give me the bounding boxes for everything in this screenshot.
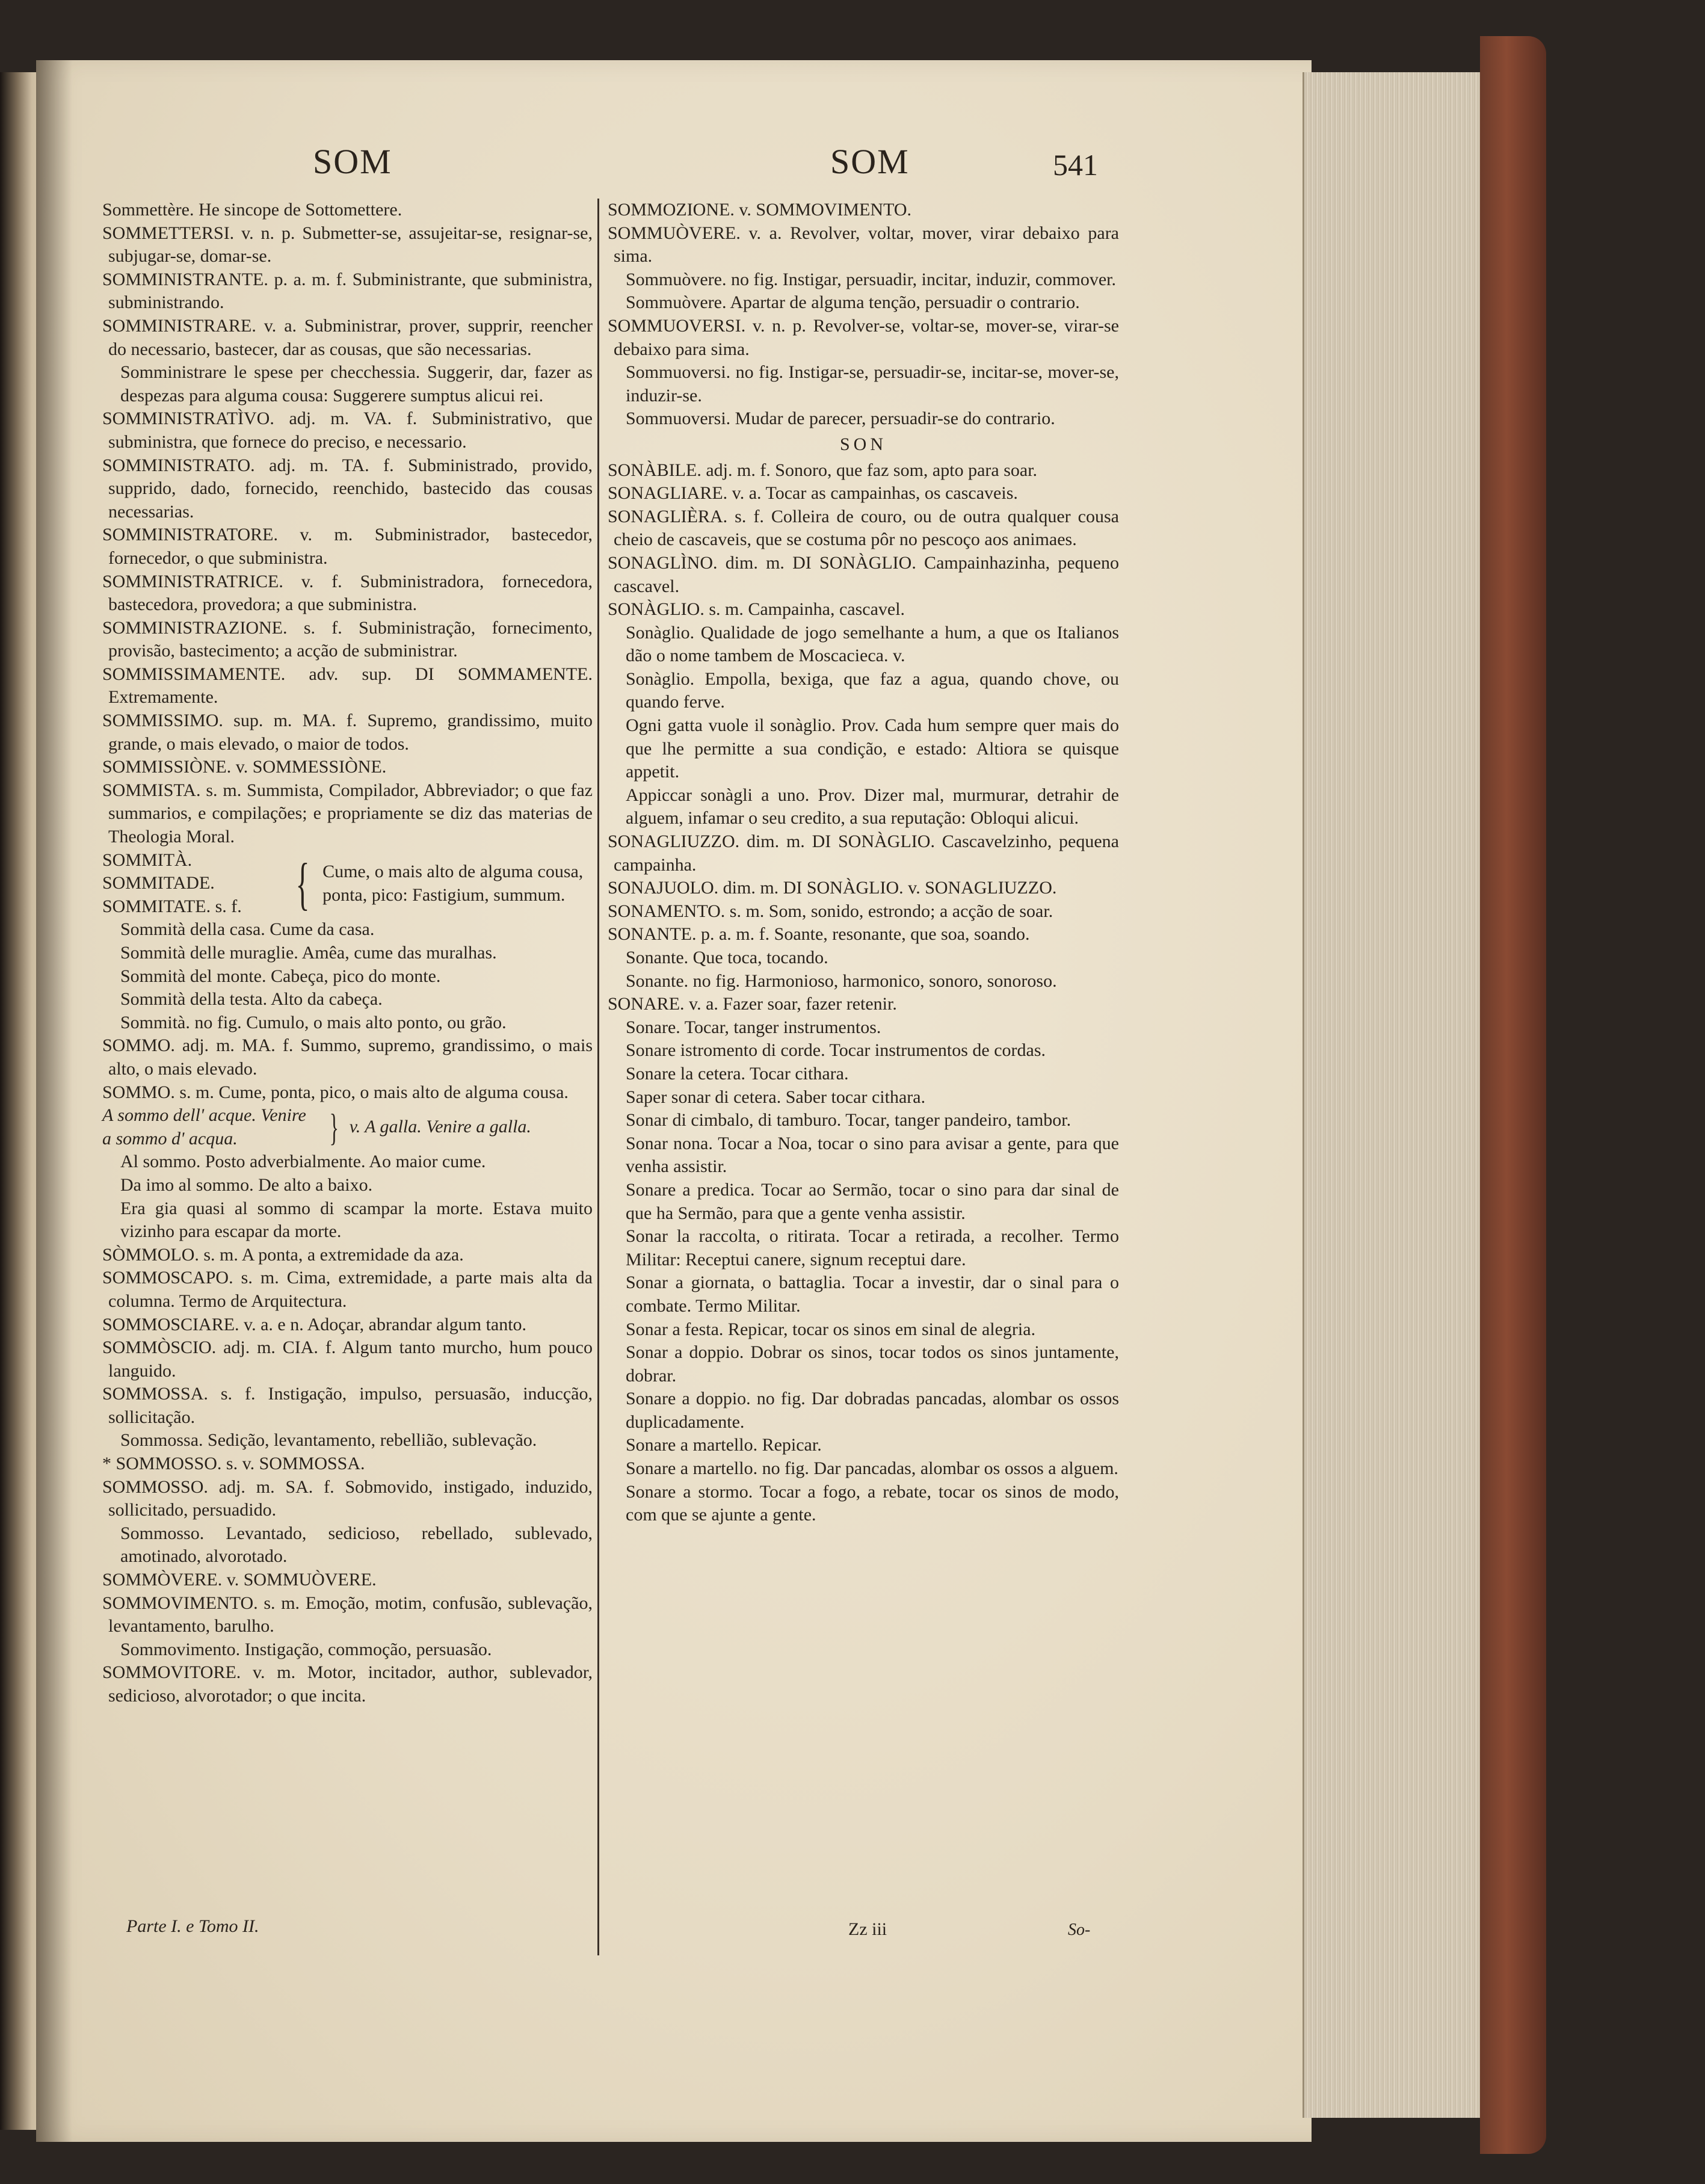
dictionary-subentry: Ogni gatta vuole il sonàglio. Prov. Cada hum sempre quer mais do que lhe permitte a sua condição, e estado: Altiora se quisque appetit. — [626, 715, 1119, 782]
dictionary-entry: SOMMINISTRATRICE. v. f. Subministradora, fornecedora, bastecedora, provedora; a que subministra. — [102, 571, 593, 615]
dictionary-entry: SONAJUOLO. dim. m. DI SONÀGLIO. v. SONAGLIUZZO. — [608, 878, 1057, 898]
brace-glyph: { — [295, 851, 310, 916]
dictionary-entry: SOMMINISTRATO. adj. m. TA. f. Subministrado, provido, supprido, dado, fornecido, reenchido, bastecido das cousas necessarias. — [102, 455, 593, 522]
dictionary-entry: Sommettère. He sincope de Sottomettere. — [102, 200, 402, 220]
dictionary-subentry: Sommuòvere. Apartar de alguma tenção, persuadir o contrario. — [626, 292, 1080, 313]
dictionary-subentry: Sommuòvere. no fig. Instigar, persuadir, incitar, induzir, commover. — [626, 269, 1116, 289]
dictionary-subentry: Saper sonar di cetera. Saber tocar cithara. — [626, 1087, 926, 1107]
dictionary-subentry: Sonare. Tocar, tanger instrumentos. — [626, 1017, 881, 1037]
catchword: So- — [1068, 1920, 1091, 1939]
dictionary-subentry: Somministrare le spese per checchessia. Suggerir, dar, fazer as despezas para alguma cousa: Suggerere sumptus alicui rei. — [120, 362, 593, 406]
dictionary-entry: SONAGLIÈRA. s. f. Colleira de couro, ou de outra qualquer cousa cheio de cascaveis, que se costuma pôr no pescoço aos animaes. — [608, 506, 1119, 550]
dictionary-entry: * SOMMOSSO. s. v. SOMMOSSA. — [102, 1454, 365, 1474]
brace-definition: v. A galla. Venire a galla. — [349, 1117, 531, 1137]
running-header-left: SOM — [313, 142, 392, 181]
dictionary-entry: SOMMINISTRATORE. v. m. Subministrador, bastecedor, fornecedor, o que subministra. — [102, 525, 593, 568]
dictionary-subentry: Sommuoversi. Mudar de parecer, persuadir-se do contrario. — [626, 409, 1055, 429]
dictionary-subentry: Sommossa. Sedição, levantamento, rebellião, sublevação. — [120, 1430, 537, 1451]
headword: SOMMITÀ. — [102, 850, 193, 870]
brace-group-sommo — [102, 1104, 593, 1150]
dictionary-subentry: Da imo al sommo. De alto a baixo. — [120, 1174, 373, 1195]
dictionary-entry: SOMMISTA. s. m. Summista, Compilador, Abbreviador; o que faz summarios, e compilações; e propriamente se diz das materias de Theologia Moral. — [102, 780, 593, 847]
dictionary-subentry: Era gia quasi al sommo di scampar la morte. Estava muito vizinho para escapar da morte. — [120, 1198, 593, 1242]
right-column — [608, 199, 1119, 1527]
column-divider — [597, 199, 599, 1955]
dictionary-subentry: Al sommo. Posto adverbialmente. Ao maior cume. — [120, 1152, 486, 1172]
headword: SOMMITADE. — [102, 873, 215, 893]
brace-group-sommita — [102, 849, 593, 919]
dictionary-entry: SONAGLIUZZO. dim. m. DI SONÀGLIO. Cascavelzinho, pequena campainha. — [608, 831, 1119, 875]
dictionary-entry: SOMMUOVERSI. v. n. p. Revolver-se, voltar-se, mover-se, virar-se debaixo para sima. — [608, 315, 1119, 359]
dictionary-subentry: Sonare a stormo. Tocar a fogo, a rebate, tocar os sinos de modo, com que se ajunte a gente. — [626, 1481, 1119, 1525]
gutter-shadow — [36, 60, 72, 2142]
dictionary-entry: SÒMMOLO. s. m. A ponta, a extremidade da aza. — [102, 1244, 464, 1265]
dictionary-subentry: Sonare la cetera. Tocar cithara. — [626, 1063, 849, 1084]
dictionary-entry: SOMMOSCIARE. v. a. e n. Adoçar, abrandar algum tanto. — [102, 1314, 527, 1334]
dictionary-subentry: Sonare a martello. no fig. Dar pancadas, alombar os ossos a alguem. — [626, 1458, 1118, 1479]
dictionary-entry: SOMMO. s. m. Cume, ponta, pico, o mais alto de alguma cousa. — [102, 1082, 569, 1102]
dictionary-entry: SOMMISSIMAMENTE. adv. sup. DI SOMMAMENTE. Extremamente. — [102, 664, 593, 708]
dictionary-subentry: Sonar a doppio. Dobrar os sinos, tocar todos os sinos juntamente, dobrar. — [626, 1342, 1119, 1386]
dictionary-subentry: Sommosso. Levantado, sedicioso, rebellado, sublevado, amotinado, alvorotado. — [120, 1523, 593, 1567]
dictionary-subentry: Sonante. Que toca, tocando. — [626, 948, 828, 967]
headword: SOMMITATE. s. f. — [102, 896, 242, 916]
dictionary-entry: SONÀBILE. adj. m. f. Sonoro, que faz som, apto para soar. — [608, 460, 1038, 480]
dictionary-subentry: Sonare a martello. Repicar. — [626, 1435, 822, 1455]
dictionary-entry: SONANTE. p. a. m. f. Soante, resonante, que soa, soando. — [608, 924, 1030, 945]
brace-headwords: A sommo dell' acque. Venire a sommo d' acqua. — [102, 1105, 306, 1149]
dictionary-entry: SOMMOSSA. s. f. Instigação, impulso, persuasão, inducção, sollicitação. — [102, 1384, 593, 1427]
dictionary-entry: SONAMENTO. s. m. Som, sonido, estrondo; a acção de soar. — [608, 901, 1053, 921]
brace-glyph: } — [329, 1105, 339, 1149]
brace-headwords — [102, 849, 283, 919]
dictionary-subentry: Sonar a giornata, o battaglia. Tocar a investir, dar o sinal para o combate. Termo Militar. — [626, 1272, 1119, 1316]
dictionary-entry: SOMMETTERSI. v. n. p. Submetter-se, assujeitar-se, resignar-se, subjugar-se, domar-se. — [102, 223, 593, 267]
dictionary-subentry: Sonar nona. Tocar a Noa, tocar o sino para avisar a gente, para que venha assistir. — [626, 1133, 1119, 1177]
dictionary-subentry: Sonar la raccolta, o ritirata. Tocar a retirada, a recolher. Termo Militar: Receptui canere, signum receptui dare. — [626, 1226, 1119, 1269]
dictionary-subentry: Sonàglio. Empolla, bexiga, que faz a agua, quando chove, ou quando ferve. — [626, 668, 1119, 712]
dictionary-subentry: Sonare a doppio. no fig. Dar dobradas pancadas, alombar os ossos duplicadamente. — [626, 1389, 1119, 1432]
dictionary-entry: SOMMINISTRATÌVO. adj. m. VA. f. Subministrativo, que subministra, que fornece do preciso, e necessario. — [102, 409, 593, 452]
left-column — [102, 199, 593, 1708]
dictionary-entry: SOMMOVITORE. v. m. Motor, incitador, author, sublevador, sedicioso, alvorotador; o que incita. — [102, 1662, 593, 1706]
dictionary-subentry: Appiccar sonàgli a uno. Prov. Dizer mal, murmurar, detrahir de alguem, infamar o seu credito, a sua reputação: Obloqui alicui. — [626, 785, 1119, 828]
dictionary-subentry: Sonare a predica. Tocar ao Sermão, tocar o sino para dar sinal de que ha Sermão, para que a gente venha assistir. — [626, 1179, 1119, 1223]
dictionary-subentry: Sonar di cimbalo, di tamburo. Tocar, tanger pandeiro, tambor. — [626, 1110, 1071, 1131]
dictionary-entry: SOMMUÒVERE. v. a. Revolver, voltar, mover, virar debaixo para sima. — [608, 223, 1119, 267]
running-header-right: SOM — [830, 142, 910, 181]
page-edges — [1303, 72, 1491, 2118]
book-binding — [1480, 36, 1546, 2154]
dictionary-entry: SOMMÒSCIO. adj. m. CIA. f. Algum tanto murcho, hum pouco languido. — [102, 1337, 593, 1381]
dictionary-subentry: Sommità delle muraglie. Amêa, cume das muralhas. — [120, 943, 497, 963]
dictionary-subentry: Sommità della casa. Cume da casa. — [120, 919, 375, 940]
dictionary-subentry: Sommità della testa. Alto da cabeça. — [120, 989, 383, 1010]
dictionary-subentry: Sommuoversi. no fig. Instigar-se, persuadir-se, incitar-se, mover-se, induzir-se. — [626, 362, 1119, 406]
dictionary-subentry: Sommità. no fig. Cumulo, o mais alto ponto, ou grão. — [120, 1012, 507, 1032]
dictionary-entry: SOMMINISTRARE. v. a. Subministrar, prover, supprir, reencher do necessario, bastecer, dar as cousas, que são necessarias. — [102, 315, 593, 359]
dictionary-entry: SOMMINISTRAZIONE. s. f. Subministração, fornecimento, provisão, bastecimento; a acção de subministrar. — [102, 617, 593, 661]
printer-signature: Zz iii — [848, 1919, 887, 1939]
dictionary-entry: SOMMOVIMENTO. s. m. Emoção, motim, confusão, sublevação, levantamento, barulho. — [102, 1593, 593, 1636]
dictionary-entry: SOMMO. adj. m. MA. f. Summo, supremo, grandissimo, o mais alto, o mais elevado. — [102, 1035, 593, 1079]
dictionary-entry: SONARE. v. a. Fazer soar, fazer retenir. — [608, 994, 897, 1014]
dictionary-subentry: Sommovimento. Instigação, commoção, persuasão. — [120, 1639, 492, 1659]
dictionary-entry: SOMMÒVERE. v. SOMMUÒVERE. — [102, 1570, 377, 1590]
dictionary-entry: SONÀGLIO. s. m. Campainha, cascavel. — [608, 599, 905, 620]
dictionary-entry: SOMMISSIÒNE. v. SOMMESSIÒNE. — [102, 757, 387, 777]
dictionary-entry: SOMMINISTRANTE. p. a. m. f. Subministrante, que subministra, subministrando. — [102, 269, 593, 313]
dictionary-subentry: Sommità del monte. Cabeça, pico do monte. — [120, 966, 441, 986]
dictionary-subentry: Sonàglio. Qualidade de jogo semelhante a hum, a que os Italianos dão o nome tambem de Moscacieca. v. — [626, 622, 1119, 666]
volume-footer: Parte I. e Tomo II. — [126, 1916, 259, 1936]
dictionary-entry: SOMMOZIONE. v. SOMMOVIMENTO. — [608, 200, 912, 220]
brace-definition: Cume, o mais alto de alguma cousa, ponta, pico: Fastigium, summum. — [322, 861, 584, 905]
dictionary-subentry: Sonante. no fig. Harmonioso, harmonico, sonoro, sonoroso. — [626, 970, 1057, 991]
dictionary-entry: SONAGLIARE. v. a. Tocar as campainhas, os cascaveis. — [608, 483, 1018, 504]
dictionary-entry: SOMMOSSO. adj. m. SA. f. Sobmovido, instigado, induzido, sollicitado, persuadido. — [102, 1476, 593, 1520]
dictionary-entry: SOMMOSCAPO. s. m. Cima, extremidade, a parte mais alta da columna. Termo de Arquitectura. — [102, 1268, 593, 1311]
section-heading: SON — [839, 434, 887, 454]
dictionary-entry: SONAGLÌNO. dim. m. DI SONÀGLIO. Campainhazinha, pequeno cascavel. — [608, 552, 1119, 596]
dictionary-entry: SOMMISSIMO. sup. m. MA. f. Supremo, grandissimo, muito grande, o mais elevado, o maior de todos. — [102, 711, 593, 754]
dictionary-subentry: Sonare istromento di corde. Tocar instrumentos de cordas. — [626, 1040, 1046, 1061]
page-number: 541 — [1053, 148, 1098, 182]
dictionary-subentry: Sonar a festa. Repicar, tocar os sinos em sinal de alegria. — [626, 1319, 1036, 1339]
